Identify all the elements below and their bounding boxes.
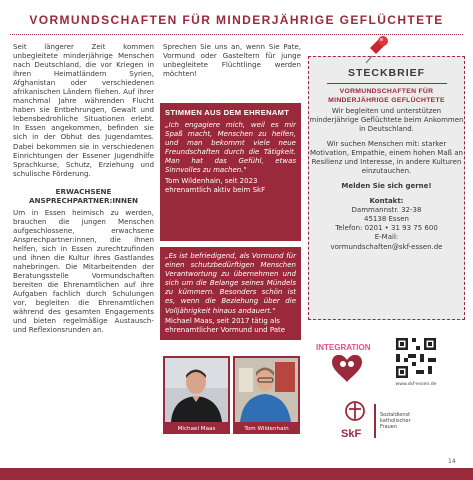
page-title: VORMUNDSCHAFTEN FÜR MINDERJÄHRIGE GEFLÜCHTETE xyxy=(29,13,444,27)
steckbrief-text-2: Wir suchen Menschen mit: starker Motivation, Empathie, einem hohen Maß an Resilienz und Interesse, in andere Kulturen einzutauchen. xyxy=(309,139,463,176)
intro-paragraph: Seit längerer Zeit kommen unbegleitete minderjährige Menschen nach Deutschland, die vor Kriegen in ihren Heimatländern Syrien, Afghanistan oder verschiedenen afrikanischen Ländern fliehen. Auf ihrer manchmal Jahre währenden Flucht haben sie Entbehrungen, Gewalt und lebensbedrohliche Situationen erlebt. In Essen angekommen, befinden sie sich in der Obhut des Jugendamtes. Dabei bekommen sie in verschiedenen Einrichtungen der Essener Jugendhilfe Sprachkurse, Schutz, Erziehung und schulische Förderung. xyxy=(13,42,154,178)
quote-box-heading: STIMMEN AUS DEM EHRENAMT xyxy=(165,108,290,117)
skf-line-2: katholischer xyxy=(380,418,411,424)
skf-line-1: Sozialdienst xyxy=(380,412,411,418)
quote-1-text: „Ich engagiere mich, weil es mir Spaß macht, Menschen zu helfen, und man bekommt viele neue Freundschaften durch die Tätigkeit. Man hat das Gefühl, etwas Sinnvolles zu machen." xyxy=(165,121,296,175)
photo-tom-wildenhain xyxy=(233,356,300,434)
portrait-image xyxy=(165,358,228,422)
steckbrief-title: STECKBRIEF xyxy=(347,67,426,79)
skf-line-3: Frauen xyxy=(380,424,398,430)
steckbrief-subtitle-line1: VORMUNDSCHAFTEN FÜR xyxy=(339,88,434,95)
photo-michael-maas xyxy=(163,356,230,434)
steckbrief-box xyxy=(308,56,465,320)
quote-1-author: Tom Wildenhain, seit 2023 ehrenamtlich aktiv beim SkF xyxy=(165,176,266,194)
quote-box-1 xyxy=(160,103,301,241)
contact-email: vormundschaften@skf-essen.de xyxy=(330,242,443,251)
portrait-image xyxy=(235,358,298,422)
steckbrief-subtitle xyxy=(309,88,464,105)
title-divider xyxy=(10,34,463,35)
contact-email-label: E-Mail: xyxy=(374,233,399,242)
quote-box-2 xyxy=(160,247,301,340)
page-number: 14 xyxy=(448,458,456,465)
subheading-line1: ERWACHSENE xyxy=(55,186,112,196)
footer-bar xyxy=(0,468,473,480)
steckbrief-text-1: Wir begleiten und unterstützen minderjährige Geflüchtete beim Ankommen in Deutschland. xyxy=(309,107,464,134)
contact-phone: Telefon: 0201 • 31 93 75 600 xyxy=(335,224,438,233)
skf-emblem-icon xyxy=(342,400,368,430)
steckbrief-divider xyxy=(327,83,447,84)
photo-caption: Tom Wildenhain xyxy=(244,426,289,432)
pushpin-icon xyxy=(364,34,390,64)
steckbrief-cta: Melden Sie sich gerne! xyxy=(341,182,432,191)
contact-address-1: Dammannstr. 32-38 xyxy=(351,205,422,214)
qr-url: www.skf-essen.de xyxy=(395,382,437,387)
integration-heart-logo xyxy=(312,328,382,392)
qr-code xyxy=(396,338,436,378)
middle-intro: Sprechen Sie uns an, wenn Sie Pate, Vormund oder Gasteltern für junge unbegleitete Flüchtlinge werden möchten! xyxy=(163,42,301,79)
contact-address-2: 45138 Essen xyxy=(364,215,409,224)
skf-logo-text: SkF xyxy=(341,428,362,440)
skf-org-name xyxy=(380,412,411,430)
contact-label: Kontakt xyxy=(369,196,401,205)
section-subheading xyxy=(13,187,154,205)
integration-word xyxy=(316,343,371,352)
quote-2-author: Michael Maas, seit 2017 tätig als ehrenamtlicher Vormund und Pate xyxy=(165,316,286,334)
steckbrief-subtitle-line2: MINDERJÄHRIGE GEFLÜCHTETE xyxy=(328,96,445,104)
integration-word-text: INTEGRATION xyxy=(316,343,371,352)
skf-logo-divider xyxy=(374,404,376,438)
photo-caption: Michael Maas xyxy=(177,426,216,432)
quote-2-text: „Es ist befriedigend, als Vormund für einen schutzbedürftigen Menschen Verantwortung zu übernehmen und sich um die Belange seines Mündels zu kümmern. Besonders schön ist es, wenn die Beziehung über die Volljährigkeit hinaus andauert." xyxy=(165,252,296,315)
body-paragraph: Um in Essen heimisch zu werden, brauchen die jungen Menschen aufgeschlossene, erwachsene Ansprechpartner:innen, die ihnen helfen, sich in Essen zurechtzufinden und ihnen die Kultur ihres Gastlandes nahebringen. Die Mitarbeitenden der Beratungsstelle Vormundschaften bereiten die Ehrenamtlichen auf ihre Aufgaben fachlich durch Schulungen vor, begleiten die Ehrenamtlichen während des gesamten Engagements und bieten regelmäßige Austausch- und Reflexionsrunden an. xyxy=(13,207,154,335)
left-column xyxy=(13,42,154,334)
contact-block: Kontakt: Dammannstr. 32-38 45138 Essen Telefon: 0201 • 31 93 75 600 E-Mail: vormundschaften@skf-essen.de xyxy=(330,196,443,251)
subheading-line2: ANSPRECHPARTNER:INNEN xyxy=(28,195,138,205)
